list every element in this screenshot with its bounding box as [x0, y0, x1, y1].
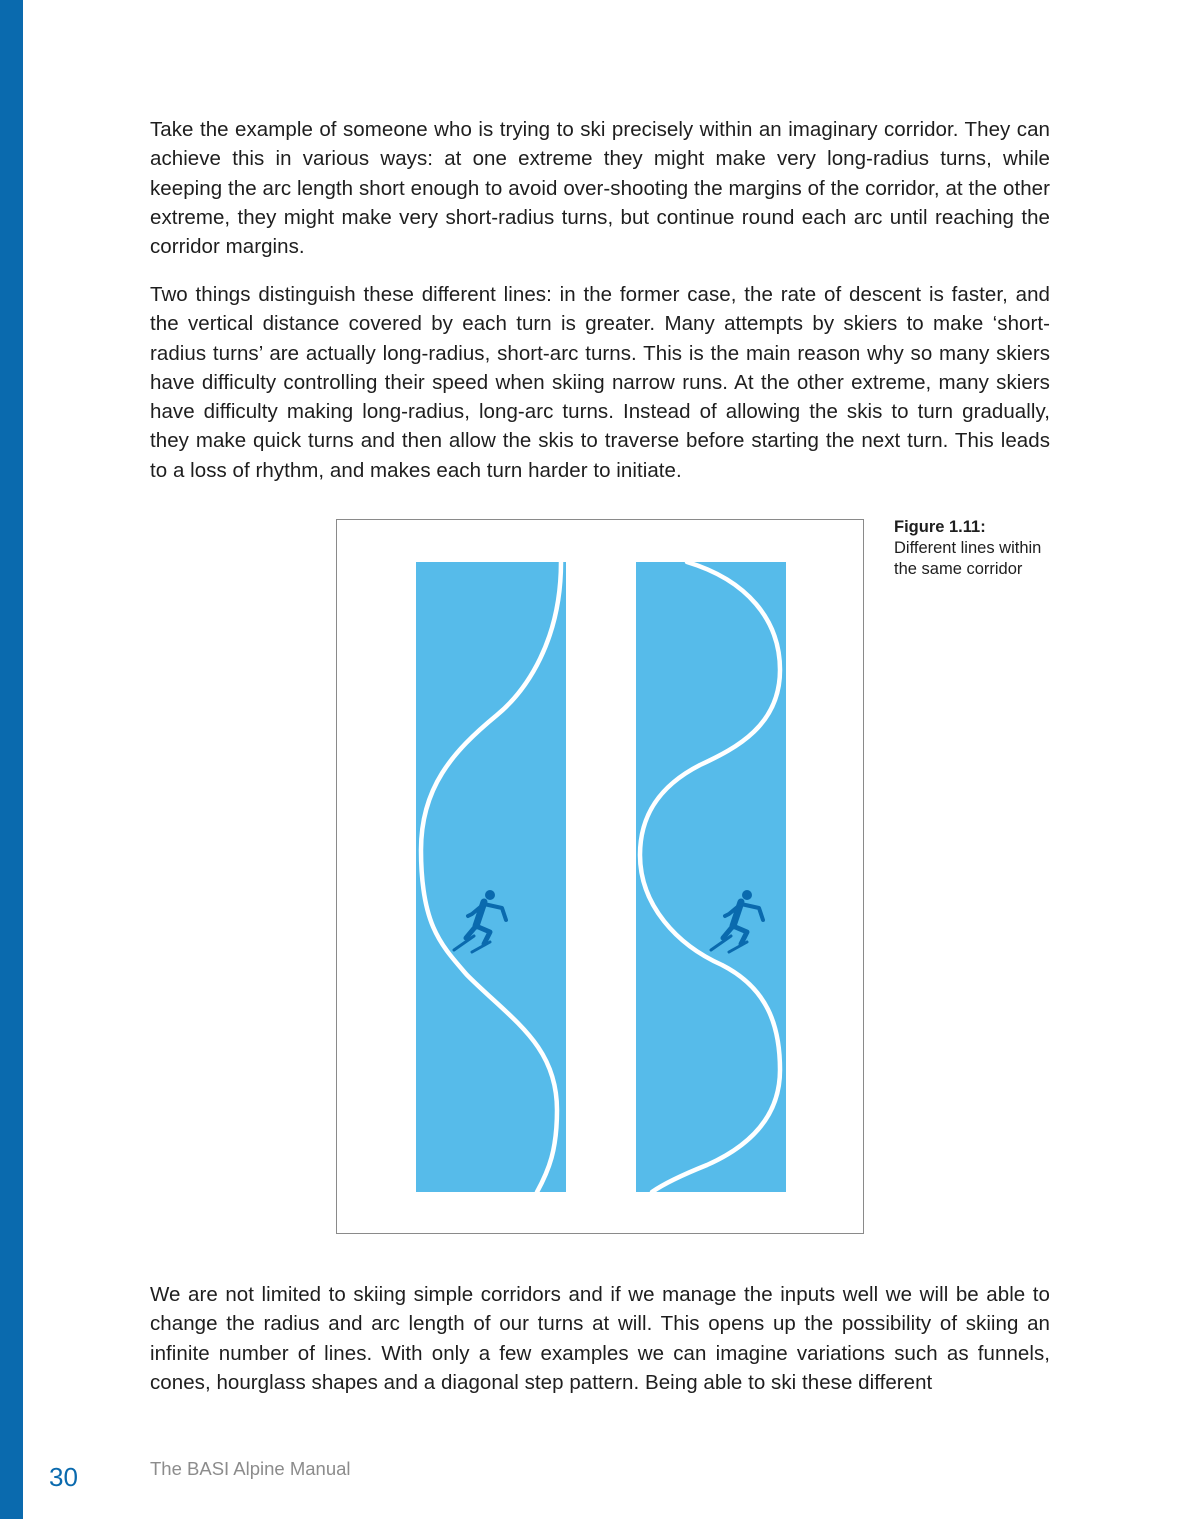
figure-label: Figure 1.11:: [894, 518, 986, 536]
corridor-illustration: [337, 520, 863, 1233]
side-accent-bar: [0, 0, 23, 1519]
body-paragraph-3: We are not limited to skiing simple corridors and if we manage the inputs well we will be able to change the radius and arc length of our turns at will. This opens up the possibility of skiing an infinite number of lines. With only a few examples we can imagine variations such as funnels, cones, hourglass shapes and a diagonal step pattern. Being able to ski these different: [150, 1283, 1050, 1394]
figure-caption-text: Different lines within the same corridor: [894, 539, 1042, 578]
figure-corridors: [336, 519, 864, 1234]
running-footer-title: The BASI Alpine Manual: [150, 1458, 351, 1479]
body-paragraph-1: Take the example of someone who is trying to ski precisely within an imaginary corridor. They can achieve this in various ways: at one extreme they might make very long-radius turns, while keeping the arc length short enough to avoid over-shooting the margins of the corridor, at the other extreme, they might make very short-radius turns, but continue round each arc until reaching the corridor margins.: [150, 118, 1050, 259]
page-number: 30: [49, 1462, 78, 1492]
right-corridor: [636, 562, 786, 1192]
figure-caption: [894, 517, 1054, 580]
body-paragraph-2: Two things distinguish these different lines: in the former case, the rate of descent is faster, and the vertical distance covered by each turn is greater. Many attempts by skiers to make ‘short-radius turns’ are actually long-radius, short-arc turns. This is the main reason why so many skiers have difficulty controlling their speed when skiing narrow runs. At the other extreme, many skiers have difficulty making long-radius, long-arc turns. Instead of allowing the skis to turn gradually, they make quick turns and then allow the skis to traverse before starting the next turn. This leads to a loss of rhythm, and makes each turn harder to initiate.: [150, 283, 1050, 482]
